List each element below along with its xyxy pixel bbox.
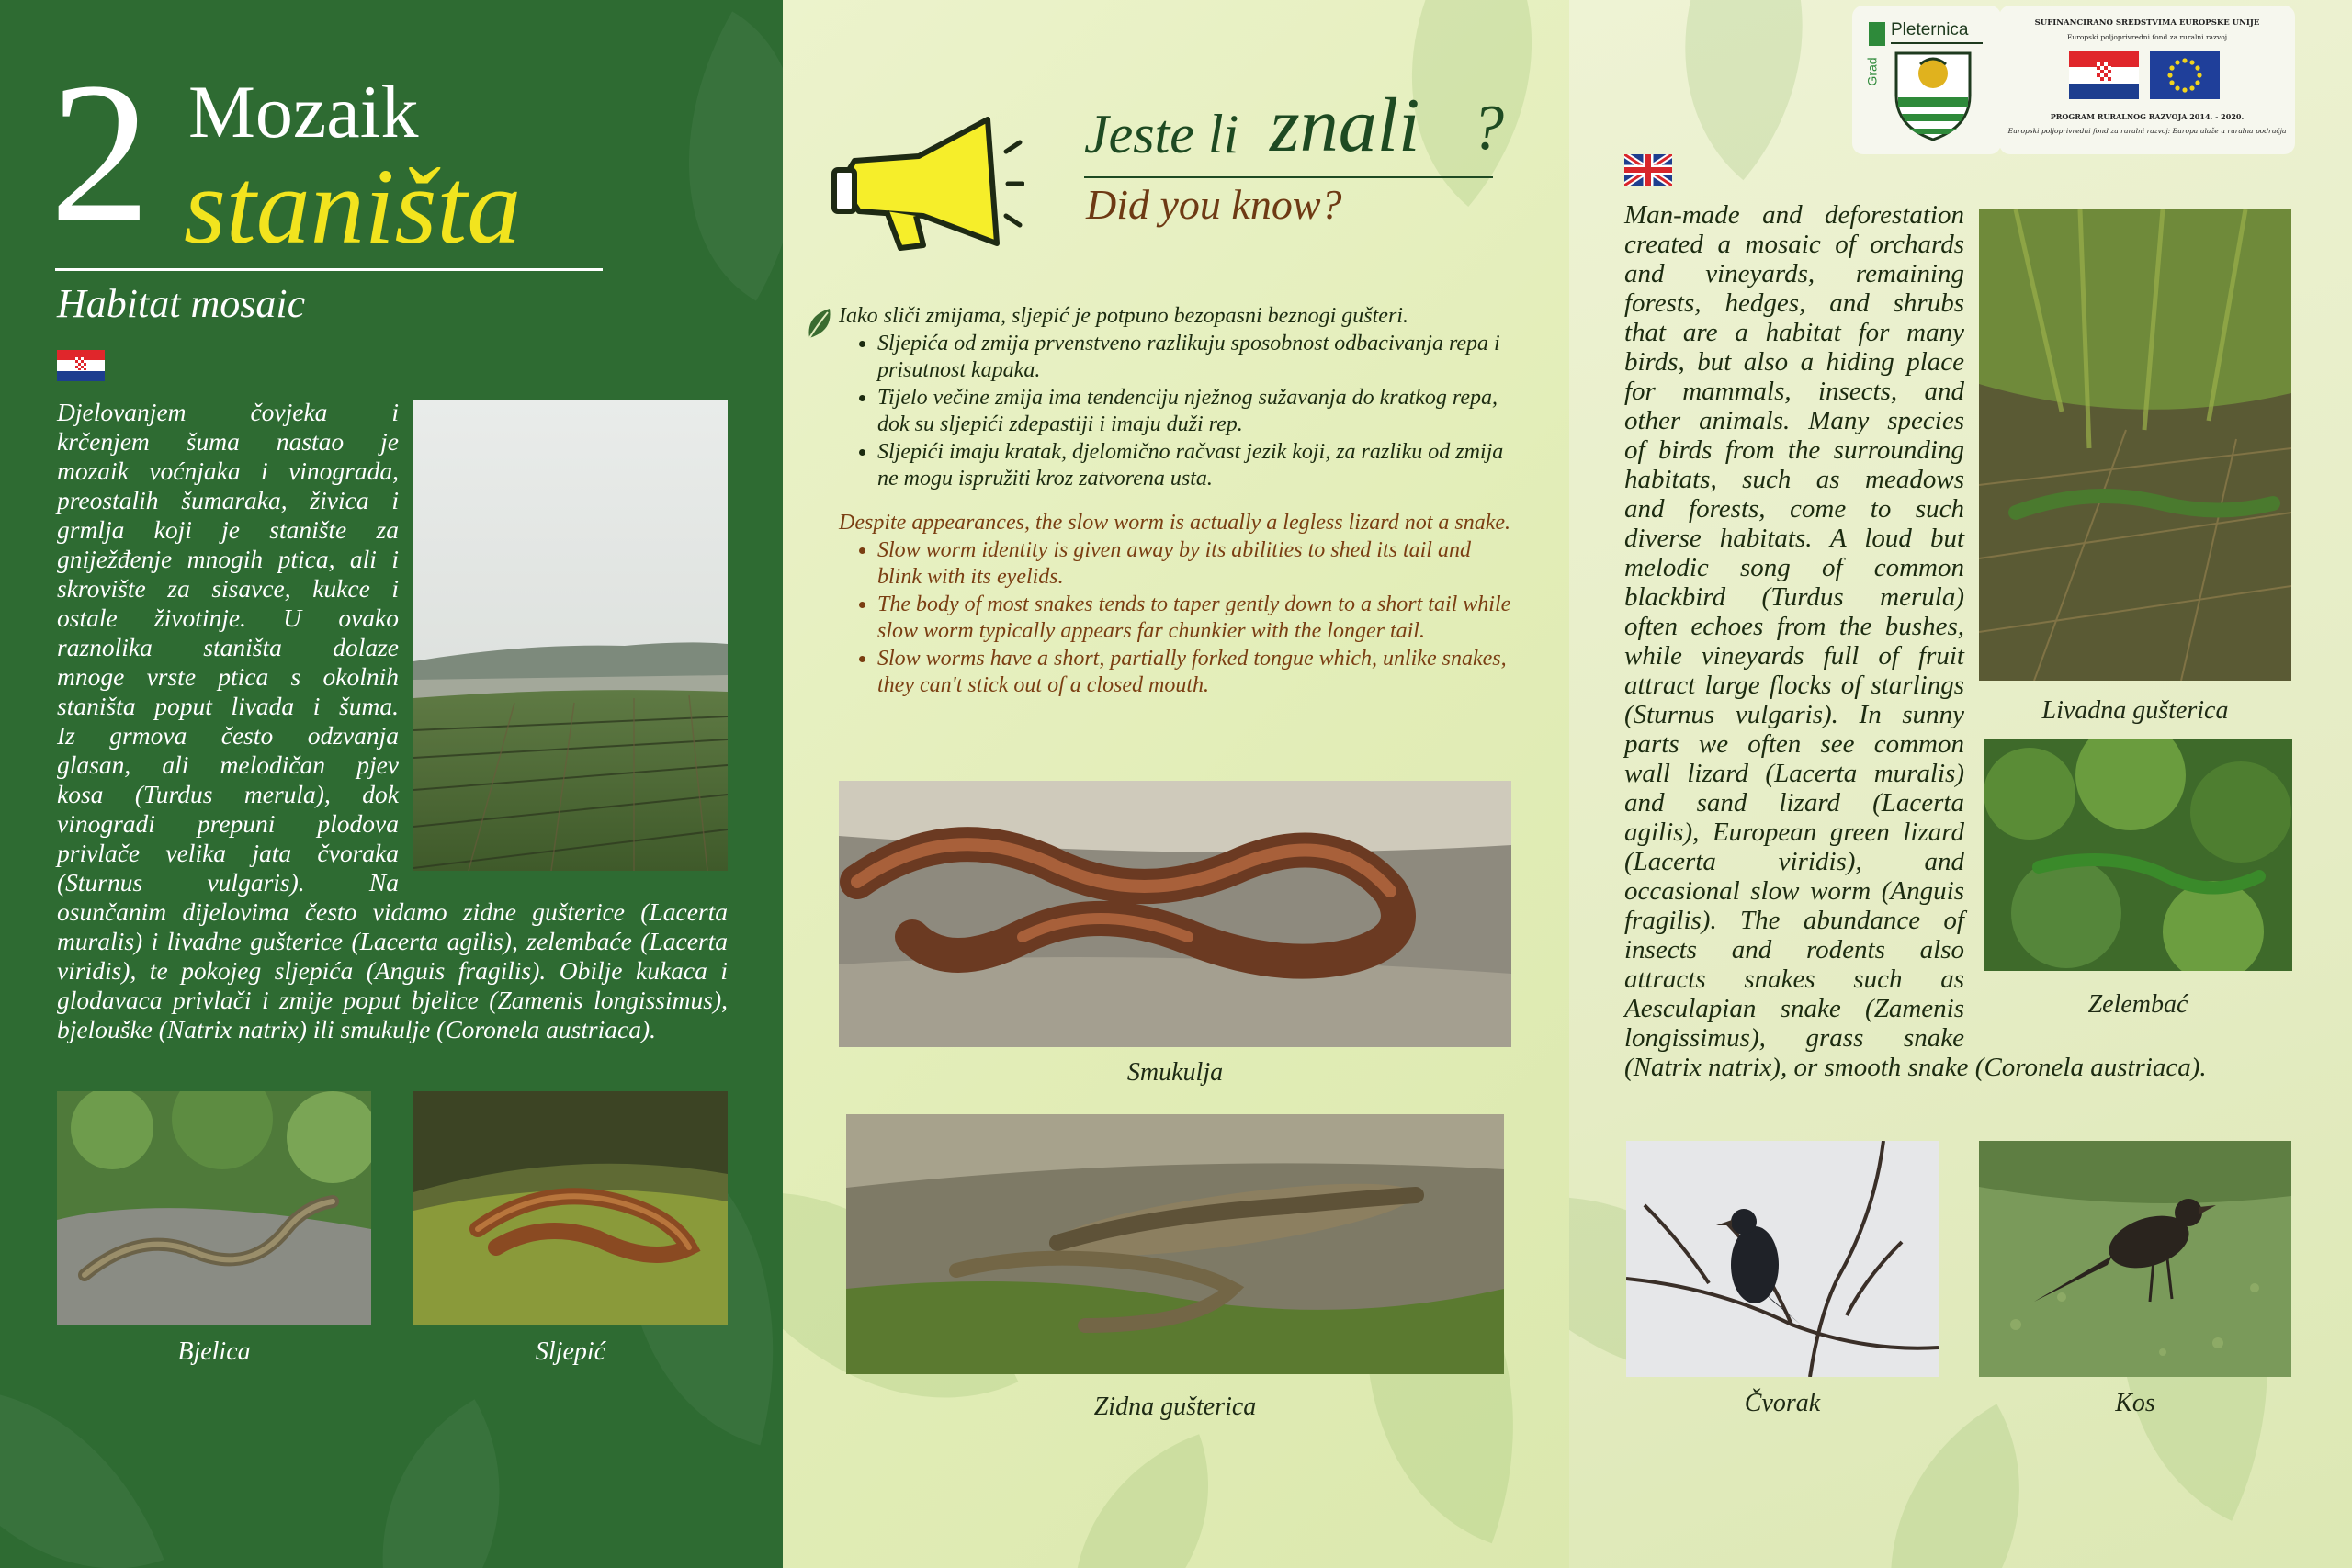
text-line: Aesculapian snake (Zamenis [1624,994,1964,1023]
text-line: and forests, come to such [1624,494,1964,524]
english-facts [839,510,1519,700]
logo-city-name: Pleternica [1891,20,1969,39]
panel-number: 2 [50,40,151,265]
text-line: vinogradi prepuni plodova [57,809,399,838]
fact-intro-en: Despite appearances, the slow worm is actually a legless lizard not a snake. [839,511,1511,535]
zelembac-photo [1984,739,2292,971]
text-line: melodic song of common [1624,553,1964,582]
text-line: insects and rodents also [1624,935,1964,964]
smukulja-photo [839,781,1511,1047]
eu-line-3: PROGRAM RURALNOG RAZVOJA 2014. - 2020. [2050,112,2245,121]
croatian-text-tail: osunčanim dijelovima često vidamo zidne gušterice (Lacerta muralis) i livadne gušterice (Lacerta agilis), zelembaće (Lacerta viridis), te pokojeg sljepića (Anguis fragilis). Obilje kukaca i glodavaca privlači i zmije poput bjelice (Zamenis longissimus), bjelouške (Natrix natrix) ili smukulje (Coronela austriaca). [57,897,728,1043]
croatian-text [57,398,399,897]
text-line: raznolika staništa dolaze [57,633,399,661]
text-line: wall lizard (Lacerta muralis) [1624,759,1964,788]
text-line: occasional slow worm (Anguis [1624,876,1964,906]
english-text-tail: (Natrix natrix), or smooth snake (Coronela austriaca). [1624,1053,2207,1082]
text-line: while vineyards full of fruit [1624,641,1964,671]
text-line: attracts snakes such as [1624,964,1964,994]
text-line: (Lacerta viridis), and [1624,847,1964,876]
eu-line-4: Europski poljoprivredni fond za ruralni razvoj: Europa ulaže u ruralna područja [2007,127,2287,135]
title-line-1: Mozaik [188,70,419,153]
bjelica-photo [57,1091,371,1325]
text-line: for mammals, insects, and [1624,377,1964,406]
eu-line-2: Europski poljoprivredni fond za ruralni razvoj [2066,33,2228,41]
title-underline [55,268,603,271]
text-line: mozaik voćnjaka i vinograda, [57,457,399,485]
text-line: that are a habitat for many [1624,318,1964,347]
fact-intro-hr: Iako sliči zmijama, sljepić je potpuno bezopasni beznogi gušteri. [839,304,1408,328]
eu-line-1: SUFINANCIRANO SREDSTVIMA EUROPSKE UNIJE [2034,18,2260,28]
fact-bullet-hr: • Tijelo večine zmija ima tendenciju nježnog sužavanja do kratkog repa, dok su sljepići zdepastiji i imaju duži rep. [877,385,1519,439]
title-line-2: staništa [184,146,522,266]
eu-funding-logo [1999,6,2295,154]
text-line: of birds from the surrounding [1624,435,1964,465]
livadna-gusterica-photo [1979,209,2291,681]
pleternica-logo [1852,6,2001,154]
text-line: habitats, such as meadows [1624,465,1964,494]
text-line: attract large flocks of starlings [1624,671,1964,700]
fact-bullet-hr: • Sljepića od zmija prvenstveno razlikuju sposobnost odbacivanja repa i prisutnost kapaka. [877,331,1519,385]
text-line: forests, hedges, and shrubs [1624,288,1964,318]
zidna-gusterica-photo [846,1114,1504,1374]
text-line: gniježđenje mnogih ptica, ali i [57,545,399,573]
caption-zelembac: Zelembać [2087,990,2188,1019]
text-line: created a mosaic of orchards [1624,230,1964,259]
text-line: skrovište za sisavce, kukce i [57,574,399,603]
text-line: birds, but also a hiding place [1624,347,1964,377]
logo-grad-text: Grad [1864,57,1880,86]
text-line: (Sturnus vulgaris). In sunny [1624,700,1964,729]
text-line: krčenjem šuma nastao je [57,427,399,456]
caption-zidna-gusterica: Zidna gušterica [1093,1393,1257,1421]
croatian-facts [839,303,1519,493]
text-line: Iz grmova često odzvanja [57,721,399,750]
text-line: often echoes from the bushes, [1624,612,1964,641]
english-text [1624,200,1964,1053]
fact-bullet-en: • Slow worm identity is given away by its abilities to shed its tail and blink with its eyelids. [877,537,1519,592]
text-line: agilis), European green lizard [1624,818,1964,847]
caption-smukulja: Smukulja [1126,1058,1224,1087]
caption-livadna-gusterica: Livadna gušterica [2041,696,2229,725]
text-line: mnoge vrste ptica s okolnih [57,662,399,691]
subtitle-did-you-know: Did you know? [1086,181,1342,228]
text-line: other animals. Many species [1624,406,1964,435]
text-line: fragilis). The abundance of [1624,906,1964,935]
fact-bullet-hr: • Sljepići imaju kratak, djelomično račvast jezik koji, za razliku od zmija ne mogu ispružiti kroz zatvorena usta. [877,439,1519,493]
croatian-flag-eu-icon [2069,51,2139,99]
eu-flag-icon [2150,51,2220,99]
text-line: and vineyards, remaining [1624,259,1964,288]
text-line: and sand lizard (Lacerta [1624,788,1964,818]
kos-photo [1979,1141,2291,1377]
text-line: preostalih šumaraka, živica i [57,486,399,514]
text-line: longissimus), grass snake [1624,1023,1964,1053]
text-line: Djelovanjem čovjeka i [57,398,399,426]
title-znali: znali [1270,83,1420,168]
text-line: staništa poput livada i šuma. [57,692,399,720]
text-line: parts we often see common [1624,729,1964,759]
text-line: (Sturnus vulgaris). Na [57,868,399,897]
title-underline-mid [1084,176,1493,178]
text-line: grmlja koji je stanište za [57,515,399,544]
text-line: blackbird (Turdus merula) [1624,582,1964,612]
text-line: kosa (Turdus merula), dok [57,780,399,808]
uk-flag-icon [1624,154,1672,186]
leaf-icon [806,307,833,342]
text-line: diverse habitats. A loud but [1624,524,1964,553]
text-line: glasan, ali melodičan pjev [57,750,399,779]
caption-sljepic: Sljepić [535,1337,606,1366]
title-question-mark: ? [1472,93,1504,164]
megaphone-icon [831,115,1024,253]
text-line: ostale životinje. U ovako [57,604,399,632]
fact-bullet-en: • Slow worms have a short, partially forked tongue which, unlike snakes, they can't stick out of a closed mouth. [877,646,1519,700]
subtitle-en: Habitat mosaic [57,281,306,326]
caption-kos: Kos [2115,1389,2155,1417]
sljepic-photo [413,1091,728,1325]
cvorak-photo [1626,1141,1939,1377]
caption-bjelica: Bjelica [177,1337,251,1366]
fact-bullet-en: • The body of most snakes tends to taper gently down to a short tail while slow worm typically appears far chunkier with the longer tail. [877,592,1519,646]
caption-cvorak: Čvorak [1744,1389,1821,1417]
title-jeste-li: Jeste li [1084,104,1239,164]
coat-of-arms-icon [1893,50,1973,141]
vineyard-photo [413,400,728,871]
text-line: Man-made and deforestation [1624,200,1964,230]
text-line: privlače velika jata čvoraka [57,839,399,867]
croatian-flag-icon [57,350,105,381]
